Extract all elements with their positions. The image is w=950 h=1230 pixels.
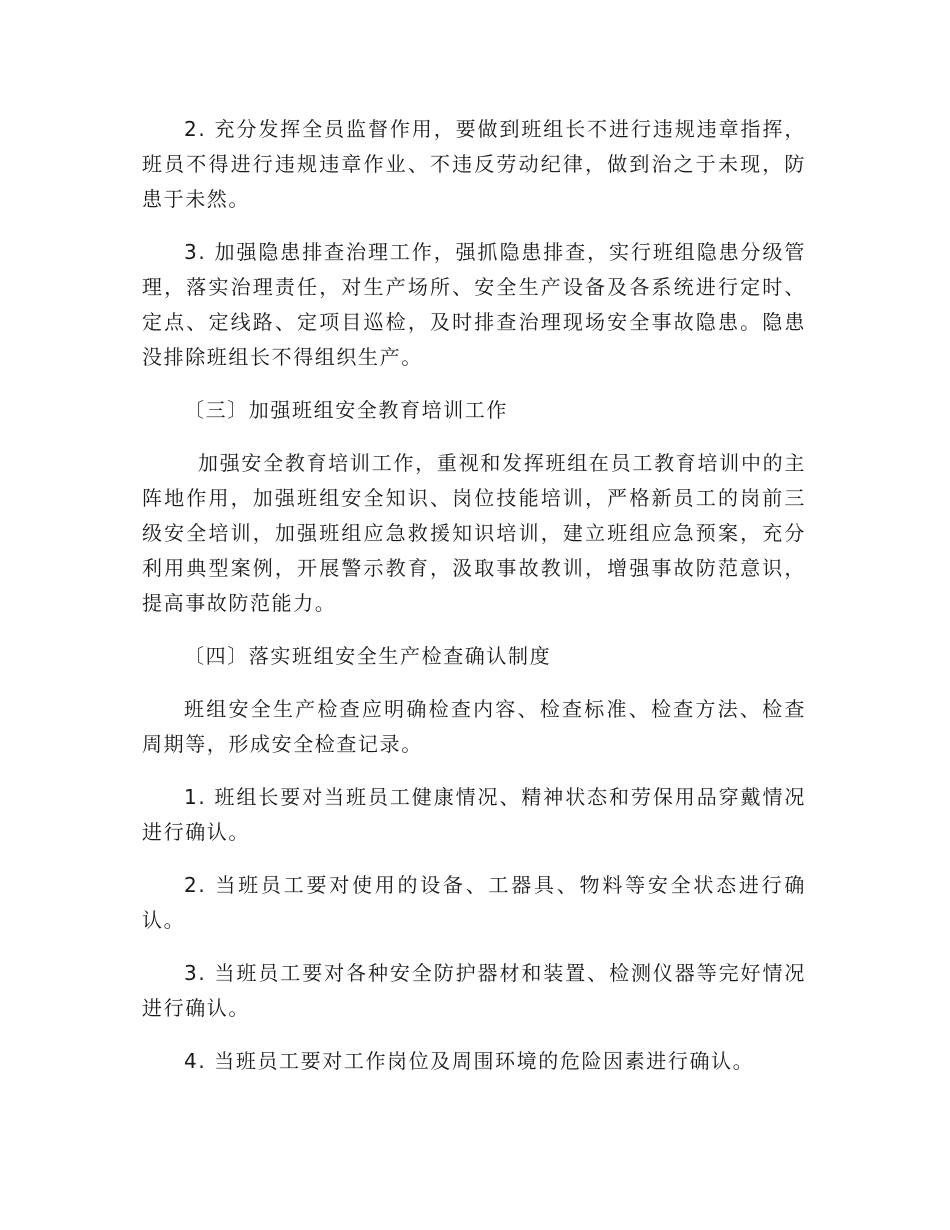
list-item-confirm-environment: 4. 当班员工要对工作岗位及周围环境的危险因素进行确认。 xyxy=(184,1049,755,1073)
paragraph-supervision: 2. 充分发挥全员监督作用，要做到班组长不进行违规违章指挥，班员不得进行违规违章作业、不违反劳动纪律，做到治之于未现，防患于未然。 xyxy=(142,117,806,211)
list-item-confirm-protection: 3. 当班员工要对各种安全防护器材和装置、检测仪器等完好情况进行确认。 xyxy=(142,961,806,1020)
list-item-confirm-health: 1. 班组长要对当班员工健康情况、精神状态和劳保用品穿戴情况进行确认。 xyxy=(142,785,806,844)
paragraph-training: 加强安全教育培训工作，重视和发挥班组在员工教育培训中的主阵地作用，加强班组安全知识、岗位技能培训，严格新员工的岗前三级安全培训，加强班组应急救援知识培训，建立班组应急预案，充分利用典型案例，开展警示教育，汲取事故教训，增强事故防范意识，提高事故防范能力。 xyxy=(142,451,806,615)
section-heading-inspection: 〔四〕落实班组安全生产检查确认制度 xyxy=(184,644,552,668)
paragraph-hazard-investigation: 3. 加强隐患排查治理工作，强抓隐患排查，实行班组隐患分级管理，落实治理责任，对生产场所、安全生产设备及各系统进行定时、定点、定线路、定项目巡检，及时排查治理现场安全事故隐患。隐患没排除班组长不得组织生产。 xyxy=(142,240,806,369)
paragraph-inspection-intro: 班组安全生产检查应明确检查内容、检查标准、检查方法、检查周期等，形成安全检查记录。 xyxy=(142,697,806,756)
document-body xyxy=(142,112,806,1097)
list-item-confirm-equipment: 2. 当班员工要对使用的设备、工器具、物料等安全状态进行确认。 xyxy=(142,873,806,932)
section-heading-training: 〔三〕加强班组安全教育培训工作 xyxy=(184,398,508,422)
